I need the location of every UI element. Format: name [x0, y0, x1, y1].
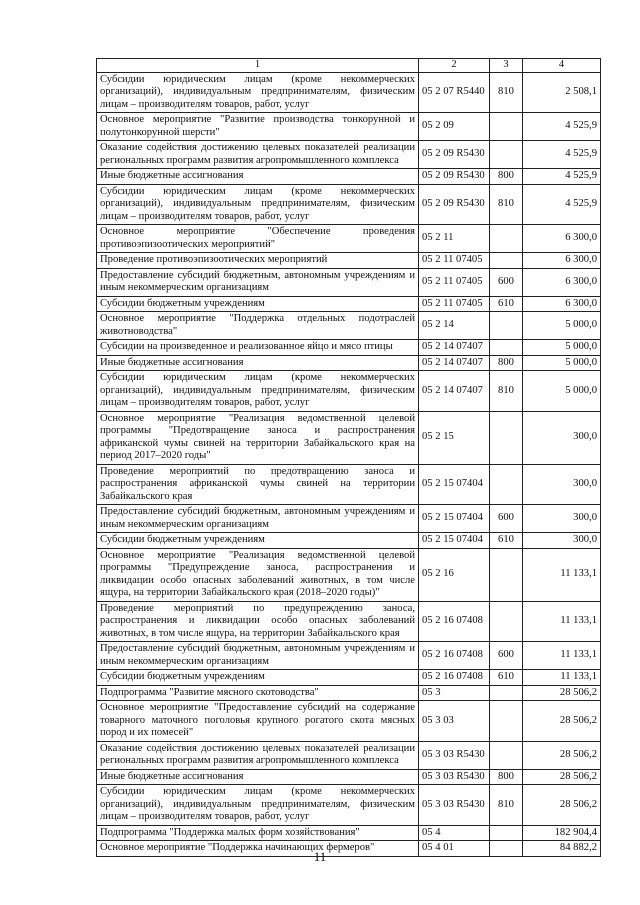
row-amount: 5 000,0 [523, 340, 601, 356]
table-row [97, 225, 601, 253]
row-expense-type: 610 [490, 670, 523, 686]
row-expense-type [490, 312, 523, 340]
row-code: 05 2 11 07405 [419, 268, 490, 296]
table-row [97, 141, 601, 169]
table-row [97, 411, 601, 464]
row-amount: 6 300,0 [523, 296, 601, 312]
row-expense-type [490, 685, 523, 701]
row-name: Основное мероприятие "Поддержка начинающих фермеров" [97, 841, 419, 857]
table-row [97, 355, 601, 371]
row-expense-type: 810 [490, 371, 523, 412]
table-row [97, 268, 601, 296]
row-expense-type: 800 [490, 355, 523, 371]
row-name: Оказание содействия достижению целевых показателей реализации региональных программ развития агропромышленного комплекса [97, 741, 419, 769]
row-expense-type [490, 741, 523, 769]
row-amount: 6 300,0 [523, 268, 601, 296]
row-expense-type: 610 [490, 296, 523, 312]
row-name: Предоставление субсидий бюджетным, автономным учреждениям и иным некоммерческим организациям [97, 642, 419, 670]
row-amount: 11 133,1 [523, 601, 601, 642]
column-header-2: 2 [419, 59, 490, 73]
row-amount: 300,0 [523, 464, 601, 505]
row-amount: 28 506,2 [523, 785, 601, 826]
row-code: 05 3 03 R5430 [419, 741, 490, 769]
row-expense-type [490, 548, 523, 601]
row-code: 05 2 09 R5430 [419, 169, 490, 185]
row-name: Субсидии юридическим лицам (кроме некоммерческих организаций), индивидуальным предпринимателям, физическим лицам – производителям товаров, работ, услуг [97, 184, 419, 225]
row-code: 05 2 15 07404 [419, 464, 490, 505]
row-code: 05 2 14 [419, 312, 490, 340]
table-row [97, 113, 601, 141]
table-row [97, 685, 601, 701]
row-name: Проведение мероприятий по предотвращению заноса и распространения африканской чумы свиней на территории Забайкальского края [97, 464, 419, 505]
page-number: 11 [313, 849, 327, 864]
row-code: 05 4 01 [419, 841, 490, 857]
table-row [97, 825, 601, 841]
row-expense-type [490, 701, 523, 742]
row-amount: 28 506,2 [523, 741, 601, 769]
row-amount: 300,0 [523, 505, 601, 533]
row-expense-type: 600 [490, 268, 523, 296]
row-amount: 11 133,1 [523, 548, 601, 601]
row-expense-type [490, 113, 523, 141]
row-name: Иные бюджетные ассигнования [97, 169, 419, 185]
row-expense-type [490, 464, 523, 505]
row-name: Основное мероприятие "Обеспечение проведения противоэпизоотических мероприятий" [97, 225, 419, 253]
row-code: 05 2 09 R5430 [419, 184, 490, 225]
row-code: 05 2 11 [419, 225, 490, 253]
table-row [97, 741, 601, 769]
table-row [97, 701, 601, 742]
row-name: Субсидии бюджетным учреждениям [97, 533, 419, 549]
row-name: Предоставление субсидий бюджетным, автономным учреждениям и иным некоммерческим организациям [97, 268, 419, 296]
row-code: 05 2 16 07408 [419, 601, 490, 642]
row-name: Субсидии бюджетным учреждениям [97, 296, 419, 312]
row-name: Субсидии бюджетным учреждениям [97, 670, 419, 686]
row-code: 05 2 16 07408 [419, 670, 490, 686]
column-header-4: 4 [523, 59, 601, 73]
table-body [97, 72, 601, 856]
row-amount: 4 525,9 [523, 169, 601, 185]
row-name: Основное мероприятие "Поддержка отдельных подотраслей животноводства" [97, 312, 419, 340]
row-code: 05 2 11 07405 [419, 296, 490, 312]
row-amount: 300,0 [523, 533, 601, 549]
row-amount: 4 525,9 [523, 184, 601, 225]
row-code: 05 2 14 07407 [419, 371, 490, 412]
row-code: 05 3 03 R5430 [419, 785, 490, 826]
row-code: 05 2 09 [419, 113, 490, 141]
row-code: 05 2 16 07408 [419, 642, 490, 670]
row-expense-type [490, 340, 523, 356]
row-amount: 84 882,2 [523, 841, 601, 857]
row-name: Субсидии юридическим лицам (кроме некоммерческих организаций), индивидуальным предпринимателям, физическим лицам – производителям товаров, работ, услуг [97, 785, 419, 826]
row-amount: 182 904,4 [523, 825, 601, 841]
row-amount: 2 508,1 [523, 72, 601, 113]
row-expense-type: 800 [490, 769, 523, 785]
row-amount: 5 000,0 [523, 371, 601, 412]
row-expense-type: 610 [490, 533, 523, 549]
row-expense-type: 810 [490, 72, 523, 113]
row-code: 05 2 09 R5430 [419, 141, 490, 169]
row-expense-type: 810 [490, 785, 523, 826]
row-code: 05 2 11 07405 [419, 253, 490, 269]
row-amount: 28 506,2 [523, 685, 601, 701]
table-row [97, 312, 601, 340]
row-name: Субсидии на произведенное и реализованное яйцо и мясо птицы [97, 340, 419, 356]
row-expense-type [490, 225, 523, 253]
row-name: Основное мероприятие "Реализация ведомственной целевой программы "Предупреждение заноса, распространения и ликвидации особо опасных заболеваний животных, в том числе ящура, на территории Забайкальского края (2018–2020 годы)" [97, 548, 419, 601]
column-header-3: 3 [490, 59, 523, 73]
row-name: Проведение мероприятий по предупреждению заноса, распространения и ликвидации особо опасных заболеваний животных, в том числе ящура, на территории Забайкальского края [97, 601, 419, 642]
table-row [97, 601, 601, 642]
table-row [97, 253, 601, 269]
row-amount: 28 506,2 [523, 769, 601, 785]
table-row [97, 72, 601, 113]
row-amount: 6 300,0 [523, 225, 601, 253]
row-name: Основное мероприятие "Развитие производства тонкорунной и полутонкорунной шерсти" [97, 113, 419, 141]
table-row [97, 340, 601, 356]
row-amount: 4 525,9 [523, 113, 601, 141]
row-code: 05 2 14 07407 [419, 355, 490, 371]
row-name: Иные бюджетные ассигнования [97, 769, 419, 785]
row-amount: 5 000,0 [523, 312, 601, 340]
table-row [97, 670, 601, 686]
row-code: 05 2 15 [419, 411, 490, 464]
row-name: Подпрограмма "Развитие мясного скотоводства" [97, 685, 419, 701]
row-name: Субсидии юридическим лицам (кроме некоммерческих организаций), индивидуальным предпринимателям, физическим лицам – производителям товаров, работ, услуг [97, 371, 419, 412]
table-row [97, 642, 601, 670]
row-amount: 11 133,1 [523, 670, 601, 686]
table-row [97, 785, 601, 826]
row-code: 05 2 15 07404 [419, 533, 490, 549]
row-amount: 6 300,0 [523, 253, 601, 269]
row-expense-type: 800 [490, 169, 523, 185]
budget-table [96, 58, 601, 857]
table-header-row [97, 59, 601, 73]
row-name: Субсидии юридическим лицам (кроме некоммерческих организаций), индивидуальным предпринимателям, физическим лицам – производителям товаров, работ, услуг [97, 72, 419, 113]
row-amount: 11 133,1 [523, 642, 601, 670]
row-code: 05 3 03 [419, 701, 490, 742]
row-name: Подпрограмма "Поддержка малых форм хозяйствования" [97, 825, 419, 841]
table-row [97, 184, 601, 225]
table-row [97, 505, 601, 533]
table-row [97, 169, 601, 185]
row-expense-type [490, 825, 523, 841]
column-header-1: 1 [97, 59, 419, 73]
row-code: 05 3 [419, 685, 490, 701]
row-code: 05 2 07 R5440 [419, 72, 490, 113]
row-expense-type [490, 253, 523, 269]
row-expense-type [490, 411, 523, 464]
row-name: Оказание содействия достижению целевых показателей реализации региональных программ развития агропромышленного комплекса [97, 141, 419, 169]
row-code: 05 2 15 07404 [419, 505, 490, 533]
row-expense-type: 600 [490, 642, 523, 670]
row-name: Основное мероприятие "Реализация ведомственной целевой программы "Предотвращение заноса и распространения африканской чумы свиней на территории Забайкальского края на период 2017–2020 годы" [97, 411, 419, 464]
row-name: Проведение противоэпизоотических мероприятий [97, 253, 419, 269]
table-row [97, 464, 601, 505]
table-row [97, 769, 601, 785]
row-amount: 4 525,9 [523, 141, 601, 169]
table-row [97, 371, 601, 412]
table-row [97, 548, 601, 601]
row-code: 05 2 16 [419, 548, 490, 601]
row-amount: 300,0 [523, 411, 601, 464]
row-expense-type [490, 601, 523, 642]
row-code: 05 4 [419, 825, 490, 841]
row-expense-type: 600 [490, 505, 523, 533]
row-expense-type: 810 [490, 184, 523, 225]
row-name: Основное мероприятие "Предоставление субсидий на содержание товарного маточного поголовья крупного рогатого скота мясных пород и их помесей" [97, 701, 419, 742]
row-expense-type [490, 141, 523, 169]
row-code: 05 2 14 07407 [419, 340, 490, 356]
table-row [97, 296, 601, 312]
row-amount: 28 506,2 [523, 701, 601, 742]
row-name: Иные бюджетные ассигнования [97, 355, 419, 371]
row-name: Предоставление субсидий бюджетным, автономным учреждениям и иным некоммерческим организациям [97, 505, 419, 533]
row-code: 05 3 03 R5430 [419, 769, 490, 785]
row-amount: 5 000,0 [523, 355, 601, 371]
table-row [97, 533, 601, 549]
